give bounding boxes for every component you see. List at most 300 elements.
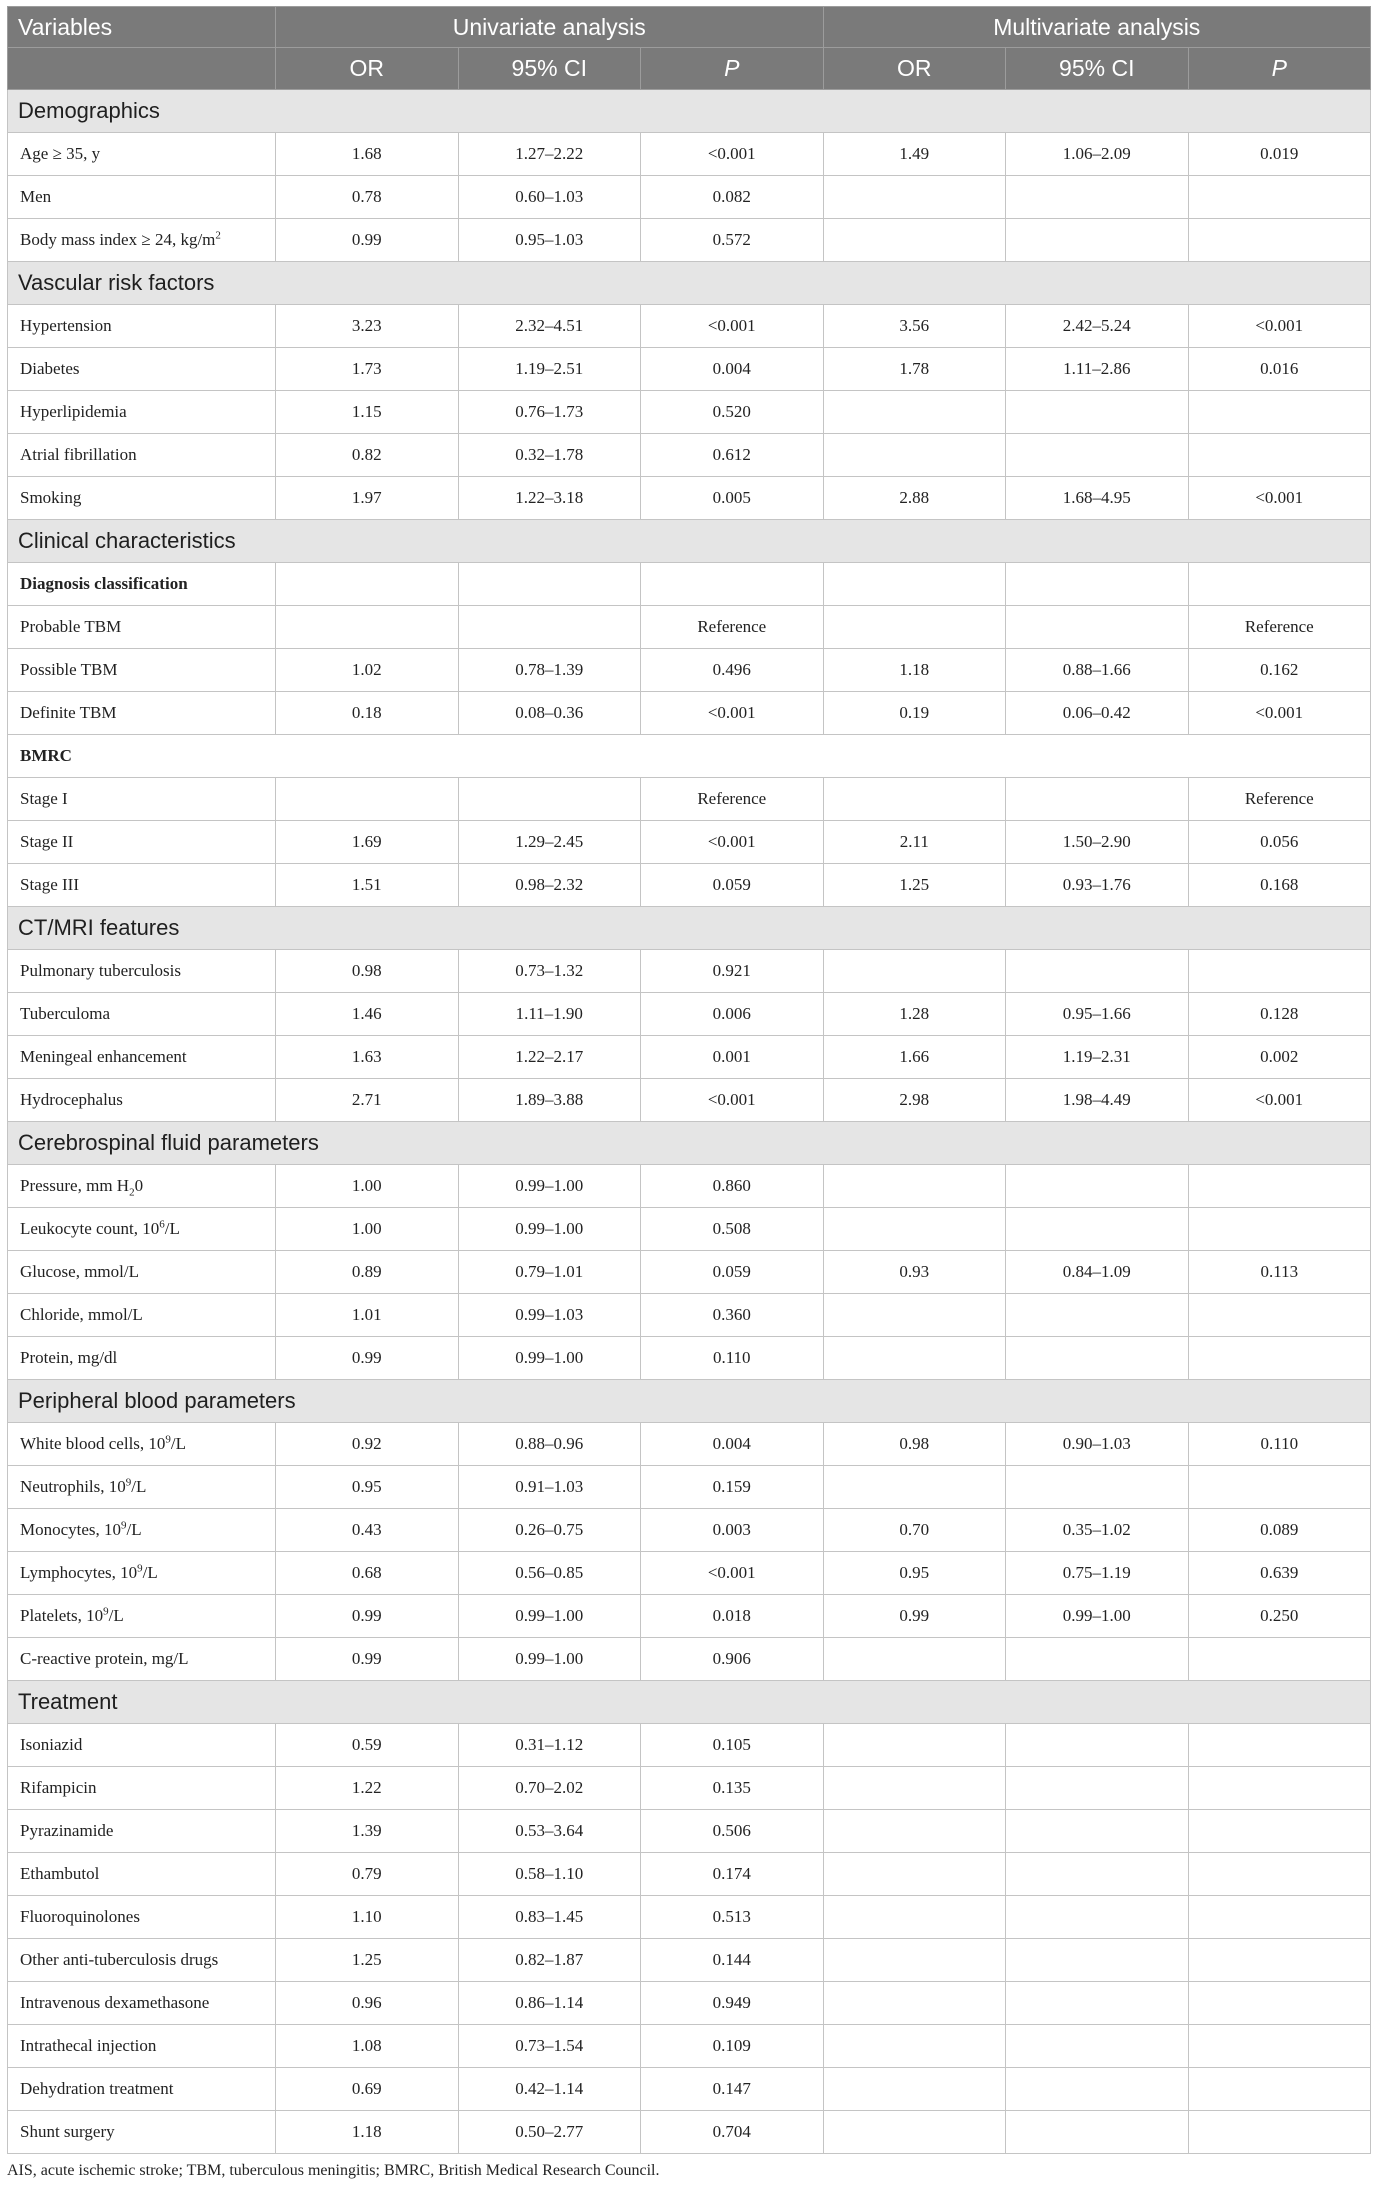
univariate-or-cell: 0.89 — [276, 1251, 459, 1294]
variable-name — [8, 1552, 276, 1595]
univariate-or-cell: 0.99 — [276, 1638, 459, 1681]
header-blank — [8, 48, 276, 90]
multivariate-ci-cell — [1006, 176, 1189, 219]
variable-name — [8, 778, 276, 821]
univariate-or-cell: 0.99 — [276, 1337, 459, 1380]
multivariate-ci-cell: 0.95–1.66 — [1006, 993, 1189, 1036]
multivariate-ci-cell: 0.93–1.76 — [1006, 864, 1189, 907]
subgroup-header-row — [8, 735, 1371, 778]
header-univariate-p: P — [641, 48, 824, 90]
section-header-row — [8, 1681, 1371, 1724]
variable-label: White blood cells, 10 — [20, 1434, 166, 1453]
univariate-ci-cell: 0.31–1.12 — [458, 1724, 641, 1767]
table-row — [8, 1552, 1371, 1595]
univariate-or-cell: 1.69 — [276, 821, 459, 864]
univariate-or-cell: 0.78 — [276, 176, 459, 219]
variable-name — [8, 1466, 276, 1509]
univariate-p-cell: 0.860 — [641, 1165, 824, 1208]
univariate-or-cell: 1.08 — [276, 2025, 459, 2068]
univariate-ci-cell: 0.73–1.32 — [458, 950, 641, 993]
multivariate-or-cell: 2.11 — [823, 821, 1006, 864]
variable-label: Intrathecal injection — [20, 2036, 157, 2055]
multivariate-or-cell — [823, 434, 1006, 477]
multivariate-ci-cell: 0.84–1.09 — [1006, 1251, 1189, 1294]
multivariate-or-cell — [823, 606, 1006, 649]
table-row — [8, 1810, 1371, 1853]
variable-label-unit: /L — [108, 1606, 124, 1625]
univariate-p-cell: 0.059 — [641, 1251, 824, 1294]
univariate-or-cell: 1.00 — [276, 1165, 459, 1208]
multivariate-p-cell: Reference — [1188, 778, 1371, 821]
univariate-ci-cell: 1.19–2.51 — [458, 348, 641, 391]
univariate-or-cell: 0.98 — [276, 950, 459, 993]
univariate-ci-cell: 1.11–1.90 — [458, 993, 641, 1036]
table-row — [8, 1638, 1371, 1681]
multivariate-p-cell — [1188, 1982, 1371, 2025]
section-header-row — [8, 262, 1371, 305]
variable-name — [8, 1767, 276, 1810]
multivariate-p-cell — [1188, 1208, 1371, 1251]
univariate-p-cell: 0.949 — [641, 1982, 824, 2025]
variable-label: Intravenous dexamethasone — [20, 1993, 210, 2012]
multivariate-ci-cell — [1006, 219, 1189, 262]
multivariate-ci-cell — [1006, 391, 1189, 434]
multivariate-or-cell — [823, 1982, 1006, 2025]
univariate-or-cell: 1.00 — [276, 1208, 459, 1251]
variable-label-unit: /L — [164, 1219, 180, 1238]
variable-name — [8, 305, 276, 348]
variable-label: Shunt surgery — [20, 2122, 115, 2141]
variable-label: Hypertension — [20, 316, 112, 335]
section-title: Clinical characteristics — [8, 520, 1371, 563]
univariate-ci-cell: 1.27–2.22 — [458, 133, 641, 176]
univariate-p-cell: Reference — [641, 778, 824, 821]
univariate-p-cell: 0.105 — [641, 1724, 824, 1767]
univariate-p-cell: 0.006 — [641, 993, 824, 1036]
variable-label-unit: /L — [170, 1434, 187, 1453]
variable-label-unit: /L — [142, 1563, 158, 1582]
univariate-or-cell: 0.99 — [276, 1595, 459, 1638]
variable-name — [8, 1423, 276, 1466]
variable-name — [8, 993, 276, 1036]
univariate-ci-cell: 0.82–1.87 — [458, 1939, 641, 1982]
multivariate-ci-cell: 1.68–4.95 — [1006, 477, 1189, 520]
variable-name — [8, 1509, 276, 1552]
variable-name — [8, 1208, 276, 1251]
variable-name — [8, 864, 276, 907]
multivariate-or-cell — [823, 563, 1006, 606]
multivariate-p-cell — [1188, 950, 1371, 993]
variable-label-unit: 0 — [134, 1176, 144, 1195]
multivariate-or-cell — [823, 1767, 1006, 1810]
univariate-ci-cell: 0.58–1.10 — [458, 1853, 641, 1896]
variable-label: Rifampicin — [20, 1778, 97, 1797]
multivariate-ci-cell: 2.42–5.24 — [1006, 305, 1189, 348]
table-row — [8, 305, 1371, 348]
table-row — [8, 1337, 1371, 1380]
multivariate-p-cell: 0.162 — [1188, 649, 1371, 692]
multivariate-ci-cell — [1006, 1294, 1189, 1337]
univariate-p-cell: 0.513 — [641, 1896, 824, 1939]
univariate-p-cell: 0.496 — [641, 649, 824, 692]
multivariate-or-cell: 0.99 — [823, 1595, 1006, 1638]
variable-name — [8, 2068, 276, 2111]
table-row — [8, 1982, 1371, 2025]
multivariate-ci-cell — [1006, 1724, 1189, 1767]
univariate-or-cell — [276, 606, 459, 649]
variable-name — [8, 219, 276, 262]
univariate-or-cell: 0.96 — [276, 1982, 459, 2025]
multivariate-or-cell: 1.18 — [823, 649, 1006, 692]
variable-label: Body mass index ≥ 24, kg/m — [20, 230, 216, 249]
multivariate-p-cell — [1188, 1294, 1371, 1337]
univariate-or-cell: 1.18 — [276, 2111, 459, 2154]
variable-name — [8, 606, 276, 649]
table-row — [8, 2111, 1371, 2154]
univariate-ci-cell: 0.26–0.75 — [458, 1509, 641, 1552]
multivariate-ci-cell — [1006, 1767, 1189, 1810]
multivariate-ci-cell — [1006, 2111, 1189, 2154]
results-table-container — [7, 6, 1370, 2154]
univariate-p-cell: <0.001 — [641, 821, 824, 864]
table-header — [8, 7, 1371, 90]
univariate-or-cell: 1.73 — [276, 348, 459, 391]
section-title: Cerebrospinal fluid parameters — [8, 1122, 1371, 1165]
variable-name — [8, 348, 276, 391]
univariate-p-cell: 0.360 — [641, 1294, 824, 1337]
multivariate-or-cell — [823, 1208, 1006, 1251]
table-row — [8, 1724, 1371, 1767]
variable-name — [8, 649, 276, 692]
multivariate-p-cell: 0.168 — [1188, 864, 1371, 907]
multivariate-or-cell: 2.98 — [823, 1079, 1006, 1122]
table-row — [8, 1767, 1371, 1810]
subscript: 2 — [129, 1186, 135, 1199]
multivariate-or-cell — [823, 1939, 1006, 1982]
univariate-p-cell: <0.001 — [641, 692, 824, 735]
multivariate-ci-cell: 0.06–0.42 — [1006, 692, 1189, 735]
multivariate-ci-cell — [1006, 2025, 1189, 2068]
univariate-ci-cell: 0.42–1.14 — [458, 2068, 641, 2111]
variable-label: Smoking — [20, 488, 82, 507]
univariate-ci-cell: 0.73–1.54 — [458, 2025, 641, 2068]
multivariate-or-cell: 0.95 — [823, 1552, 1006, 1595]
univariate-or-cell: 0.69 — [276, 2068, 459, 2111]
variable-label: Hydrocephalus — [20, 1090, 123, 1109]
univariate-or-cell: 0.99 — [276, 219, 459, 262]
table-row — [8, 1423, 1371, 1466]
multivariate-or-cell — [823, 2025, 1006, 2068]
univariate-p-cell: 0.506 — [641, 1810, 824, 1853]
variable-name — [8, 2111, 276, 2154]
multivariate-p-cell — [1188, 176, 1371, 219]
univariate-or-cell: 1.22 — [276, 1767, 459, 1810]
multivariate-p-cell — [1188, 391, 1371, 434]
variable-name — [8, 1079, 276, 1122]
univariate-ci-cell — [458, 606, 641, 649]
multivariate-ci-cell: 0.99–1.00 — [1006, 1595, 1189, 1638]
multivariate-ci-cell: 1.06–2.09 — [1006, 133, 1189, 176]
variable-label-unit: /L — [126, 1520, 142, 1539]
multivariate-or-cell: 1.49 — [823, 133, 1006, 176]
univariate-ci-cell: 0.50–2.77 — [458, 2111, 641, 2154]
table-row — [8, 1466, 1371, 1509]
univariate-ci-cell: 0.99–1.00 — [458, 1208, 641, 1251]
table-row — [8, 1036, 1371, 1079]
multivariate-or-cell: 1.66 — [823, 1036, 1006, 1079]
univariate-or-cell: 1.63 — [276, 1036, 459, 1079]
univariate-ci-cell: 0.78–1.39 — [458, 649, 641, 692]
superscript: 2 — [215, 229, 221, 242]
variable-label: Tuberculoma — [20, 1004, 111, 1023]
variable-label: Diabetes — [20, 359, 80, 378]
variable-name — [8, 434, 276, 477]
univariate-p-cell: 0.018 — [641, 1595, 824, 1638]
multivariate-or-cell — [823, 950, 1006, 993]
section-header-row — [8, 907, 1371, 950]
univariate-ci-cell: 0.86–1.14 — [458, 1982, 641, 2025]
univariate-or-cell: 1.10 — [276, 1896, 459, 1939]
multivariate-p-cell — [1188, 2025, 1371, 2068]
table-row — [8, 1853, 1371, 1896]
table-row — [8, 649, 1371, 692]
multivariate-or-cell: 1.25 — [823, 864, 1006, 907]
variable-label: Hyperlipidemia — [20, 402, 127, 421]
multivariate-p-cell: 0.113 — [1188, 1251, 1371, 1294]
multivariate-or-cell: 1.78 — [823, 348, 1006, 391]
table-row — [8, 778, 1371, 821]
univariate-ci-cell: 0.60–1.03 — [458, 176, 641, 219]
variable-label: Protein, mg/dl — [20, 1348, 118, 1367]
univariate-or-cell: 1.39 — [276, 1810, 459, 1853]
univariate-or-cell: 1.51 — [276, 864, 459, 907]
table-row — [8, 1165, 1371, 1208]
univariate-or-cell: 1.46 — [276, 993, 459, 1036]
variable-name — [8, 1810, 276, 1853]
multivariate-p-cell — [1188, 1337, 1371, 1380]
table-row — [8, 348, 1371, 391]
multivariate-ci-cell — [1006, 778, 1189, 821]
multivariate-ci-cell — [1006, 1939, 1189, 1982]
multivariate-p-cell: <0.001 — [1188, 1079, 1371, 1122]
univariate-ci-cell: 0.08–0.36 — [458, 692, 641, 735]
multivariate-p-cell — [1188, 1853, 1371, 1896]
multivariate-ci-cell — [1006, 1466, 1189, 1509]
variable-label: Chloride, mmol/L — [20, 1305, 143, 1324]
variable-name — [8, 1294, 276, 1337]
univariate-p-cell: 0.147 — [641, 2068, 824, 2111]
variable-label: Other anti-tuberculosis drugs — [20, 1950, 219, 1969]
variable-name — [8, 1638, 276, 1681]
variable-label: Leukocyte count, 10 — [20, 1219, 160, 1238]
table-row — [8, 1208, 1371, 1251]
table-row — [8, 606, 1371, 649]
table-row — [8, 434, 1371, 477]
multivariate-ci-cell: 1.19–2.31 — [1006, 1036, 1189, 1079]
variable-label: Pyrazinamide — [20, 1821, 114, 1840]
univariate-p-cell: 0.144 — [641, 1939, 824, 1982]
univariate-p-cell: 0.109 — [641, 2025, 824, 2068]
multivariate-or-cell — [823, 391, 1006, 434]
variable-label: Diagnosis classification — [20, 574, 188, 593]
univariate-ci-cell: 0.83–1.45 — [458, 1896, 641, 1939]
header-univariate: Univariate analysis — [276, 7, 824, 48]
univariate-p-cell: 0.508 — [641, 1208, 824, 1251]
table-row — [8, 176, 1371, 219]
multivariate-p-cell — [1188, 1767, 1371, 1810]
section-title: Peripheral blood parameters — [8, 1380, 1371, 1423]
subgroup-title: BMRC — [8, 735, 1371, 778]
section-header-row — [8, 1122, 1371, 1165]
table-row — [8, 993, 1371, 1036]
superscript: 9 — [137, 1562, 143, 1575]
header-multivariate: Multivariate analysis — [823, 7, 1371, 48]
table-row — [8, 1896, 1371, 1939]
multivariate-p-cell: <0.001 — [1188, 305, 1371, 348]
univariate-p-cell: 0.110 — [641, 1337, 824, 1380]
univariate-ci-cell: 0.95–1.03 — [458, 219, 641, 262]
section-header-row — [8, 90, 1371, 133]
univariate-ci-cell: 0.53–3.64 — [458, 1810, 641, 1853]
multivariate-or-cell: 1.28 — [823, 993, 1006, 1036]
superscript: 6 — [159, 1218, 165, 1231]
multivariate-or-cell — [823, 778, 1006, 821]
variable-label: Possible TBM — [20, 660, 118, 679]
multivariate-ci-cell — [1006, 1165, 1189, 1208]
header-variables: Variables — [8, 7, 276, 48]
univariate-ci-cell: 0.99–1.00 — [458, 1165, 641, 1208]
multivariate-p-cell: 0.056 — [1188, 821, 1371, 864]
univariate-ci-cell: 0.99–1.03 — [458, 1294, 641, 1337]
univariate-ci-cell: 0.88–0.96 — [458, 1423, 641, 1466]
multivariate-p-cell: <0.001 — [1188, 477, 1371, 520]
univariate-or-cell: 1.25 — [276, 1939, 459, 1982]
multivariate-or-cell — [823, 1724, 1006, 1767]
multivariate-or-cell — [823, 1896, 1006, 1939]
variable-name — [8, 1982, 276, 2025]
superscript: 9 — [125, 1476, 132, 1489]
univariate-p-cell: 0.921 — [641, 950, 824, 993]
variable-name — [8, 563, 276, 606]
table-row — [8, 2068, 1371, 2111]
variable-label: C-reactive protein, mg/L — [20, 1649, 189, 1668]
variable-name — [8, 1036, 276, 1079]
multivariate-p-cell: 0.016 — [1188, 348, 1371, 391]
multivariate-p-cell — [1188, 1810, 1371, 1853]
multivariate-or-cell: 0.70 — [823, 1509, 1006, 1552]
univariate-or-cell: 1.68 — [276, 133, 459, 176]
univariate-or-cell: 0.18 — [276, 692, 459, 735]
variable-label: Stage II — [20, 832, 74, 851]
univariate-p-cell: 0.001 — [641, 1036, 824, 1079]
univariate-or-cell: 0.79 — [276, 1853, 459, 1896]
multivariate-p-cell: 0.128 — [1188, 993, 1371, 1036]
header-multivariate-or: OR — [823, 48, 1006, 90]
table-row — [8, 2025, 1371, 2068]
univariate-ci-cell: 1.22–3.18 — [458, 477, 641, 520]
univariate-ci-cell: 0.91–1.03 — [458, 1466, 641, 1509]
variable-label: Lymphocytes, 10 — [20, 1563, 138, 1582]
univariate-or-cell: 0.92 — [276, 1423, 459, 1466]
univariate-or-cell: 1.97 — [276, 477, 459, 520]
section-title: CT/MRI features — [8, 907, 1371, 950]
multivariate-or-cell — [823, 2111, 1006, 2154]
table-row — [8, 864, 1371, 907]
section-title: Treatment — [8, 1681, 1371, 1724]
variable-name — [8, 1896, 276, 1939]
univariate-p-cell: 0.004 — [641, 348, 824, 391]
multivariate-or-cell: 0.93 — [823, 1251, 1006, 1294]
table-row — [8, 1079, 1371, 1122]
variable-label: Definite TBM — [20, 703, 117, 722]
multivariate-ci-cell — [1006, 1337, 1189, 1380]
variable-label: Stage I — [20, 789, 68, 808]
multivariate-or-cell — [823, 1853, 1006, 1896]
multivariate-ci-cell: 0.35–1.02 — [1006, 1509, 1189, 1552]
variable-name — [8, 821, 276, 864]
univariate-or-cell: 0.82 — [276, 434, 459, 477]
superscript: 9 — [165, 1433, 171, 1446]
table-row — [8, 219, 1371, 262]
multivariate-ci-cell — [1006, 1853, 1189, 1896]
multivariate-p-cell: 0.019 — [1188, 133, 1371, 176]
header-multivariate-ci: 95% CI — [1006, 48, 1189, 90]
multivariate-ci-cell — [1006, 1638, 1189, 1681]
multivariate-or-cell — [823, 1466, 1006, 1509]
univariate-p-cell: 0.572 — [641, 219, 824, 262]
superscript: 9 — [103, 1605, 109, 1618]
multivariate-ci-cell — [1006, 606, 1189, 649]
univariate-p-cell: <0.001 — [641, 1552, 824, 1595]
univariate-ci-cell: 2.32–4.51 — [458, 305, 641, 348]
variable-label: Stage III — [20, 875, 80, 894]
header-multivariate-p: P — [1188, 48, 1371, 90]
variable-label: Monocytes, 10 — [20, 1520, 122, 1539]
univariate-p-cell: 0.174 — [641, 1853, 824, 1896]
multivariate-p-cell: 0.250 — [1188, 1595, 1371, 1638]
univariate-ci-cell: 0.99–1.00 — [458, 1337, 641, 1380]
table-row — [8, 1939, 1371, 1982]
table-row — [8, 477, 1371, 520]
variable-label: Neutrophils, 10 — [20, 1477, 126, 1496]
multivariate-ci-cell — [1006, 2068, 1189, 2111]
variable-label: Ethambutol — [20, 1864, 100, 1883]
table-row — [8, 133, 1371, 176]
multivariate-p-cell: 0.089 — [1188, 1509, 1371, 1552]
variable-name — [8, 2025, 276, 2068]
section-header-row — [8, 1380, 1371, 1423]
multivariate-p-cell — [1188, 1896, 1371, 1939]
univariate-p-cell: 0.520 — [641, 391, 824, 434]
univariate-p-cell: <0.001 — [641, 1079, 824, 1122]
univariate-ci-cell: 0.32–1.78 — [458, 434, 641, 477]
variable-name — [8, 1595, 276, 1638]
multivariate-p-cell — [1188, 1724, 1371, 1767]
univariate-ci-cell: 1.29–2.45 — [458, 821, 641, 864]
variable-label: Isoniazid — [20, 1735, 83, 1754]
univariate-p-cell: 0.704 — [641, 2111, 824, 2154]
multivariate-ci-cell: 1.50–2.90 — [1006, 821, 1189, 864]
multivariate-ci-cell — [1006, 1896, 1189, 1939]
multivariate-p-cell: Reference — [1188, 606, 1371, 649]
multivariate-ci-cell — [1006, 563, 1189, 606]
multivariate-ci-cell — [1006, 434, 1189, 477]
variable-name — [8, 391, 276, 434]
multivariate-or-cell — [823, 1294, 1006, 1337]
univariate-ci-cell — [458, 778, 641, 821]
univariate-p-cell: 0.135 — [641, 1767, 824, 1810]
header-univariate-ci: 95% CI — [458, 48, 641, 90]
